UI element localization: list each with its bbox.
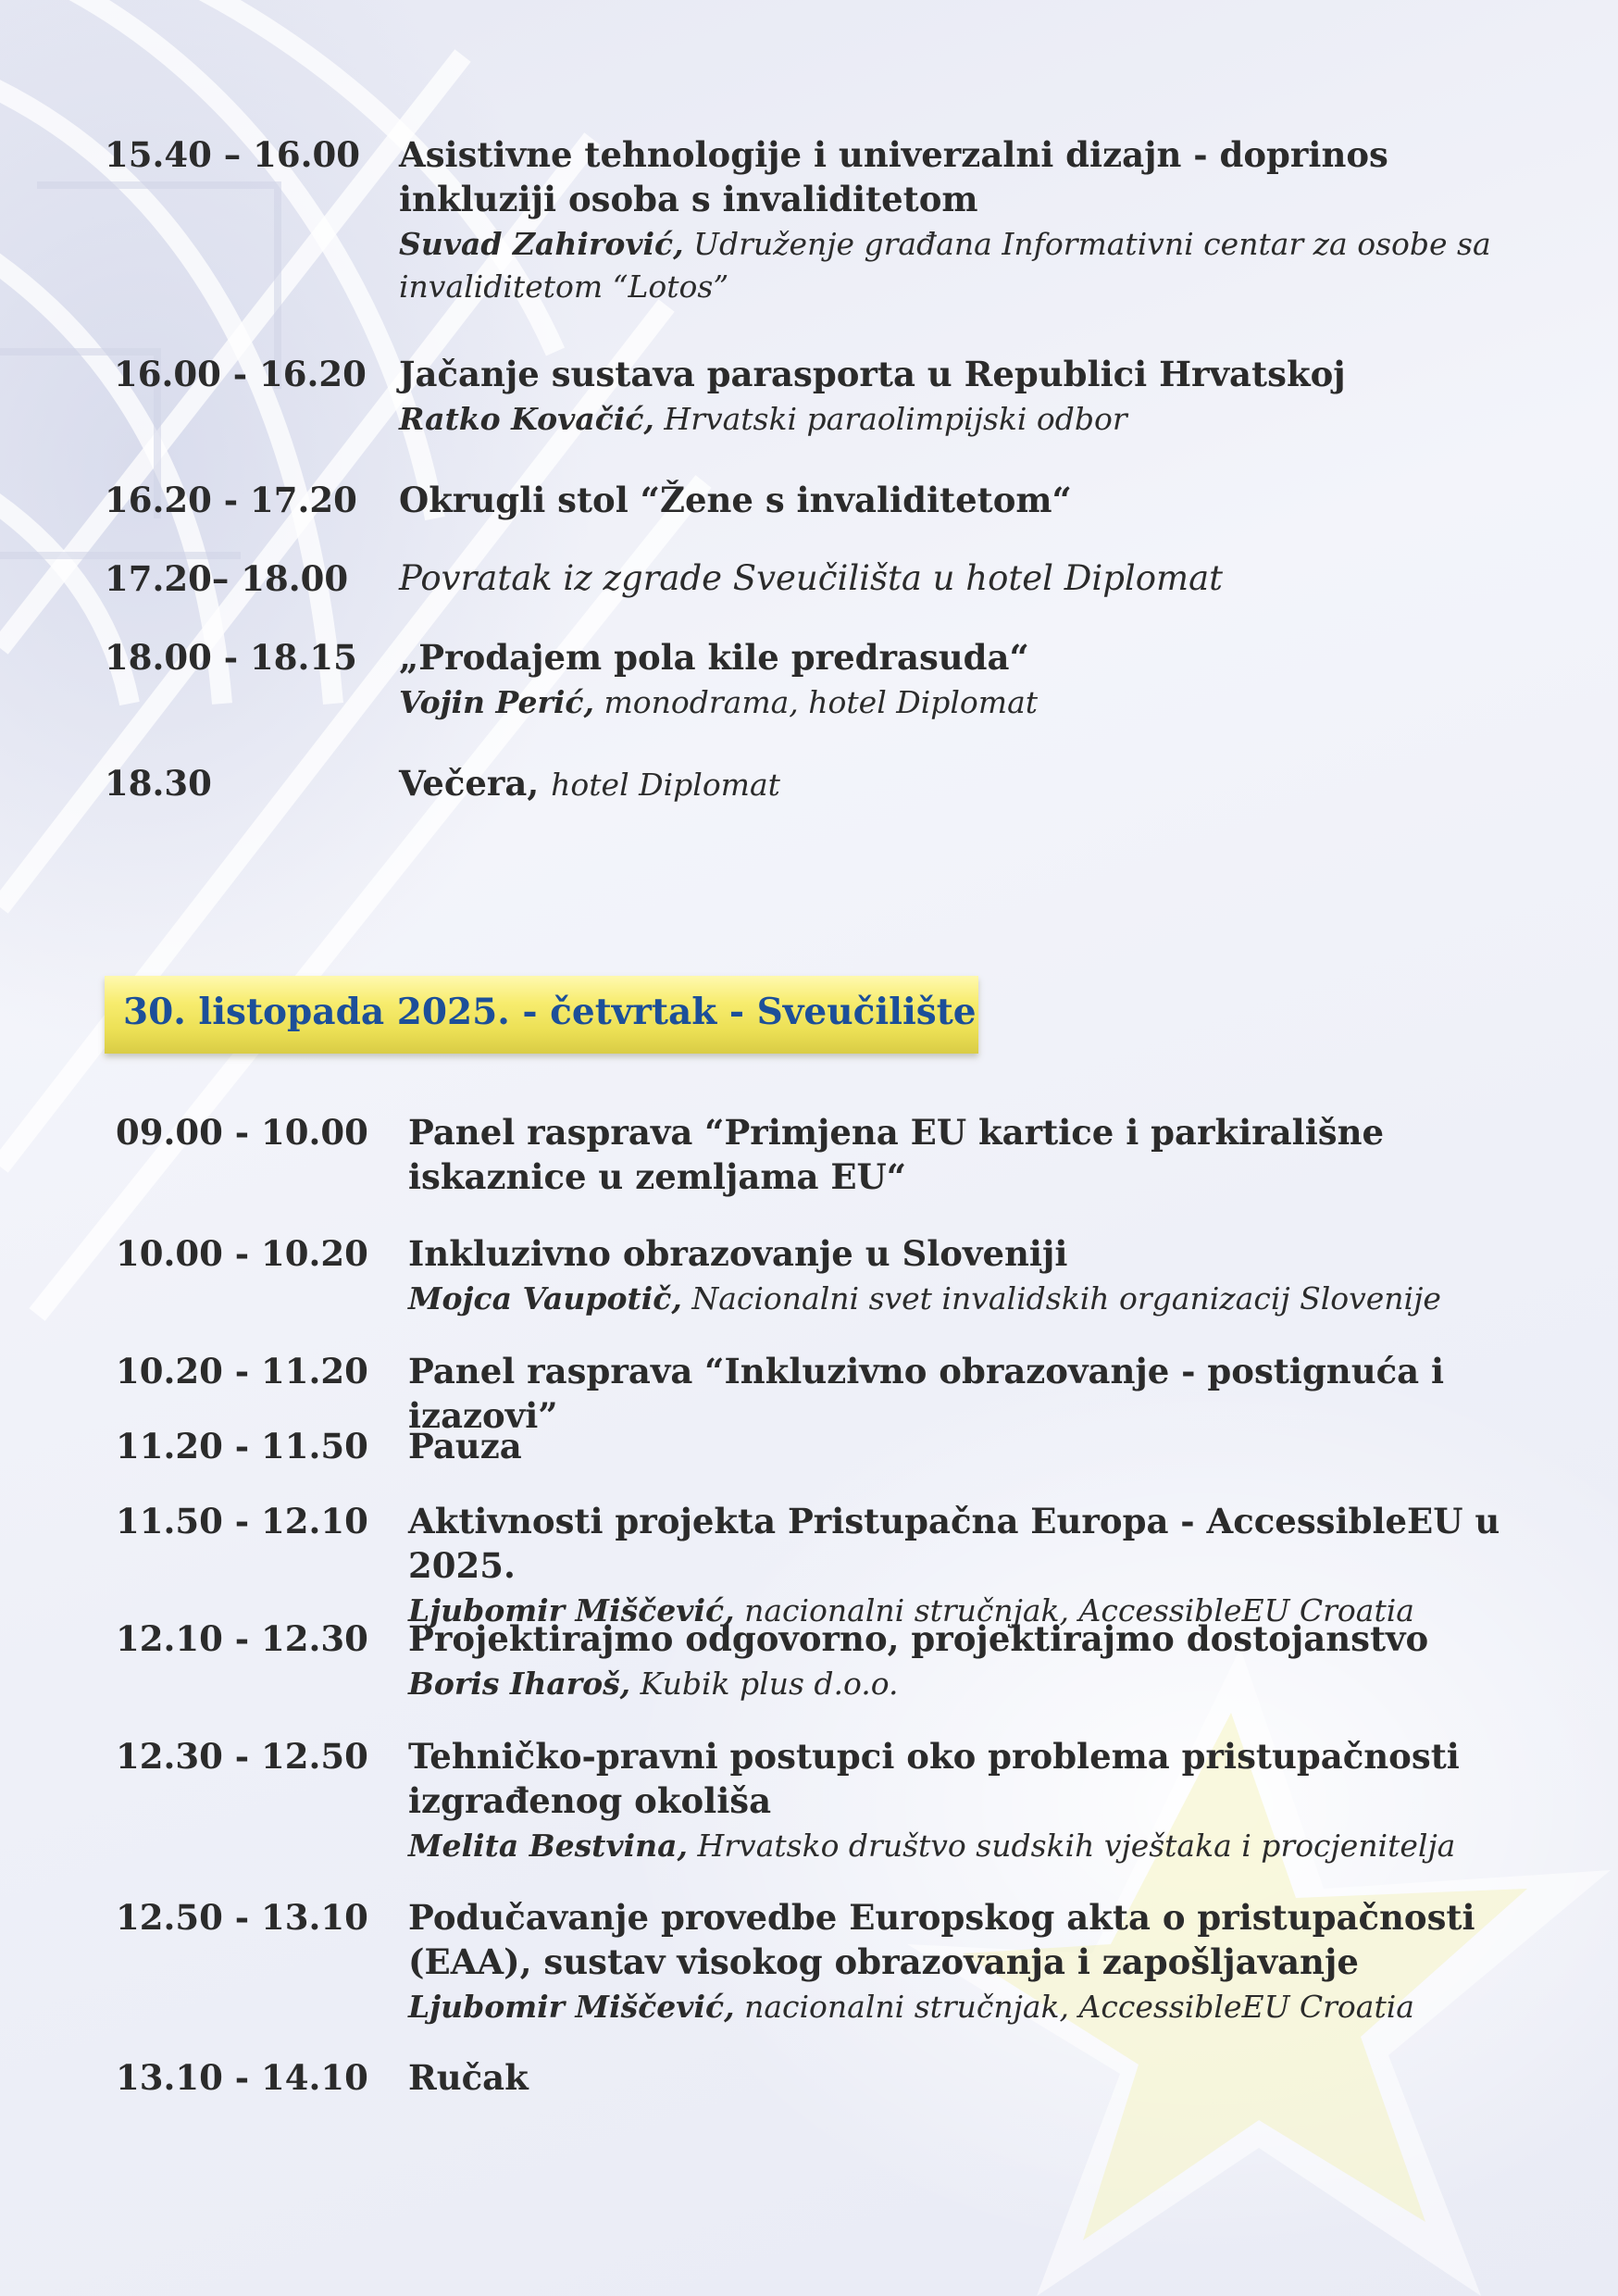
item-time: 12.50 - 13.10 xyxy=(116,1897,368,1938)
speaker-name: Suvad Zahirović, xyxy=(399,226,684,262)
item-speaker-line xyxy=(399,223,1528,308)
speaker-org: Kubik plus d.o.o. xyxy=(640,1666,899,1702)
item-title: Ručak xyxy=(408,2057,529,2098)
item-time: 13.10 - 14.10 xyxy=(116,2057,368,2098)
item-title: Tehničko-pravni postupci oko problema pristupačnosti izgrađenog okoliša xyxy=(408,1736,1460,1821)
item-title: „Prodajem pola kile predrasuda“ xyxy=(399,637,1029,678)
item-title: Panel rasprava “Primjena EU kartice i parkirališne iskaznice u zemljama EU“ xyxy=(408,1112,1385,1197)
item-time: 09.00 - 10.00 xyxy=(116,1112,368,1153)
speaker-name: Ratko Kovačić, xyxy=(399,401,654,437)
day-banner xyxy=(105,976,978,1054)
item-speaker-line xyxy=(408,1825,1565,1867)
speaker-org: Hrvatsko društvo sudskih vještaka i procjenitelja xyxy=(697,1828,1456,1864)
speaker-name: Vojin Perić, xyxy=(399,684,594,720)
item-title-note: hotel Diplomat xyxy=(551,767,780,803)
item-title: Okrugli stol “Žene s invaliditetom“ xyxy=(399,480,1072,520)
item-title xyxy=(399,761,1528,807)
item-time: 11.20 - 11.50 xyxy=(116,1426,368,1466)
item-speaker-line xyxy=(408,1986,1565,2028)
speaker-org: monodrama, hotel Diplomat xyxy=(604,684,1039,720)
item-title: Podučavanje provedbe Europskog akta o pristupačnosti (EAA), sustav visokog obrazovanja i zapošljavanje xyxy=(408,1897,1475,1982)
item-title: Asistivne tehnologije i univerzalni dizajn - doprinos inkluziji osoba s invaliditetom xyxy=(399,134,1388,219)
item-time: 12.30 - 12.50 xyxy=(116,1736,368,1777)
speaker-org: Hrvatski paraolimpijski odbor xyxy=(664,401,1127,437)
speaker-name: Melita Bestvina, xyxy=(408,1828,688,1864)
item-time: 17.20– 18.00 xyxy=(105,558,349,599)
item-time: 12.10 - 12.30 xyxy=(116,1618,368,1659)
day-banner-label: 30. listopada 2025. - četvrtak - Sveučilište xyxy=(123,991,977,1033)
speaker-org: Udruženje građana Informativni centar za osobe sa invaliditetom “Lotos” xyxy=(399,226,1491,305)
speaker-name: Boris Iharoš, xyxy=(408,1666,631,1702)
item-speaker-line xyxy=(408,1663,1565,1705)
item-title: Panel rasprava “Inkluzivno obrazovanje - postignuća i izazovi” xyxy=(408,1351,1445,1436)
item-time: 11.50 - 12.10 xyxy=(116,1501,368,1541)
item-speaker-line xyxy=(408,1278,1565,1320)
item-title: Inkluzivno obrazovanje u Sloveniji xyxy=(408,1233,1068,1274)
speaker-name: Ljubomir Miščević, xyxy=(408,1989,735,2025)
speaker-org: nacionalni stručnjak, AccessibleEU Croatia xyxy=(744,1989,1414,2025)
item-time: 10.00 - 10.20 xyxy=(116,1233,368,1274)
speaker-org: Nacionalni svet invalidskih organizacij Slovenije xyxy=(691,1280,1441,1316)
item-time: 16.20 - 17.20 xyxy=(105,480,357,520)
item-title: Projektirajmo odgovorno, projektirajmo dostojanstvo xyxy=(408,1618,1429,1659)
item-title-text: Večera, xyxy=(399,763,540,804)
item-title: Aktivnosti projekta Pristupačna Europa - AccessibleEU u 2025. xyxy=(408,1501,1500,1586)
item-time: 16.00 - 16.20 xyxy=(114,354,367,394)
item-time: 10.20 - 11.20 xyxy=(116,1351,368,1391)
speaker-name: Ljubomir Miščević, xyxy=(408,1592,735,1628)
item-title: Povratak iz zgrade Sveučilišta u hotel Diplomat xyxy=(399,558,1224,598)
speaker-org: nacionalni stručnjak, AccessibleEU Croatia xyxy=(744,1592,1414,1628)
item-title: Pauza xyxy=(408,1426,522,1466)
item-speaker-line xyxy=(399,398,1528,441)
item-time: 15.40 – 16.00 xyxy=(105,134,360,175)
item-speaker-line xyxy=(399,681,1528,724)
item-time: 18.30 xyxy=(105,763,212,804)
item-title: Jačanje sustava parasporta u Republici Hrvatskoj xyxy=(399,354,1346,394)
item-time: 18.00 - 18.15 xyxy=(105,637,357,678)
speaker-name: Mojca Vaupotič, xyxy=(408,1280,682,1316)
